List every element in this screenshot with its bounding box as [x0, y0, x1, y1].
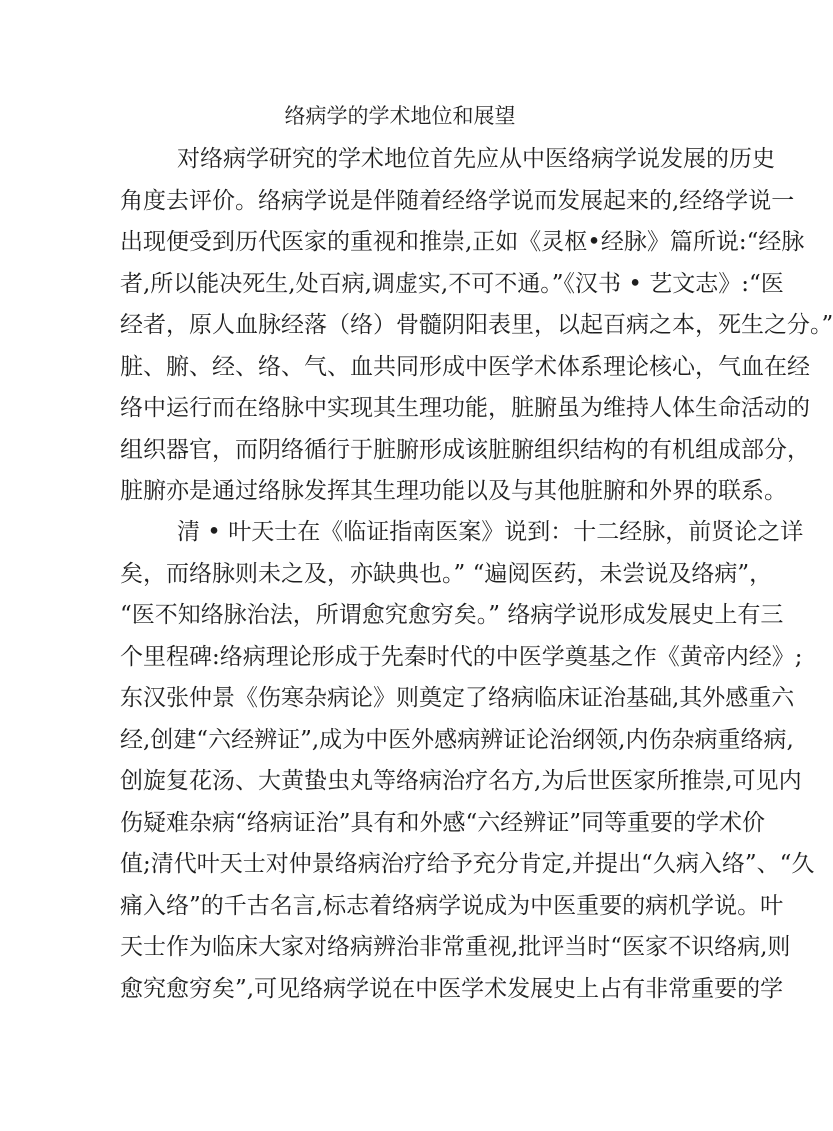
text-line: 东汉张仲景《伤寒杂病论》则奠定了络病临床证治基础,其外感重六 — [120, 685, 795, 711]
text-line: 值;清代叶天士对仲景络病治疗给予充分肯定,并提出“久病入络”、“久 — [120, 851, 815, 877]
text-line: 清 • 叶天士在《临证指南医案》说到：十二经脉，前贤论之详 — [177, 519, 804, 545]
text-line: 者,所以能决死生,处百病,调虚实,不可不通。”《汉书 • 艺文志》:“医 — [120, 270, 784, 297]
text-line: “医不知络脉治法，所谓愈究愈穷矣。” 络病学说形成发展史上有三 — [120, 602, 784, 628]
text-line: 脏腑亦是通过络脉发挥其生理功能以及与其他脏腑和外界的联系。 — [120, 478, 787, 504]
text-line: 出现便受到历代医家的重视和推崇,正如《灵枢•经脉》篇所说:“经脉 — [120, 229, 805, 255]
text-line: 经,创建“六经辨证”,成为中医外感病辨证论治纲领,内伤杂病重络病, — [120, 726, 794, 753]
text-line: 对络病学研究的学术地位首先应从中医络病学说发展的历史 — [177, 146, 775, 172]
paragraph-2 — [120, 512, 815, 1010]
text-line: 创旋复花汤、大黄蛰虫丸等络病治疗名方,为后世医家所推崇,可见内 — [120, 768, 802, 794]
document-title: 络病学的学术地位和展望 — [284, 104, 516, 128]
text-line: 伤疑难杂病“络病证治”具有和外感“六经辨证”同等重要的学术价 — [120, 809, 766, 836]
text-line: 组织器官，而阴络循行于脏腑形成该脏腑组织结构的有机组成部分， — [120, 436, 810, 463]
text-line: 愈究愈穷矣”,可见络病学说在中医学术发展史上占有非常重要的学 — [120, 975, 784, 1002]
text-line: 经者，原人血脉经落（络）骨髓阴阳表里，以起百病之本，死生之分。” — [120, 312, 833, 338]
text-line: 角度去评价。络病学说是伴随着经络学说而发展起来的,经络学说一 — [120, 187, 795, 214]
text-line: 天士作为临床大家对络病辨治非常重视,批评当时“医家不识络病,则 — [120, 934, 791, 960]
text-line: 痛入络”的千古名言,标志着络病学说成为中医重要的病机学说。叶 — [120, 892, 784, 919]
text-line: 矣，而络脉则未之及，亦缺典也。” “遍阅医药，未尝说及络病”， — [120, 560, 773, 587]
text-line: 个里程碑:络病理论形成于先秦时代的中医学奠基之作《黄帝内经》; — [120, 643, 803, 670]
paragraph-1 — [120, 139, 833, 513]
text-line: 脏、腑、经、络、气、血共同形成中医学术体系理论核心，气血在经 — [120, 353, 810, 380]
text-line: 络中运行而在络脉中实现其生理功能，脏腑虽为维持人体生命活动的 — [120, 395, 810, 421]
